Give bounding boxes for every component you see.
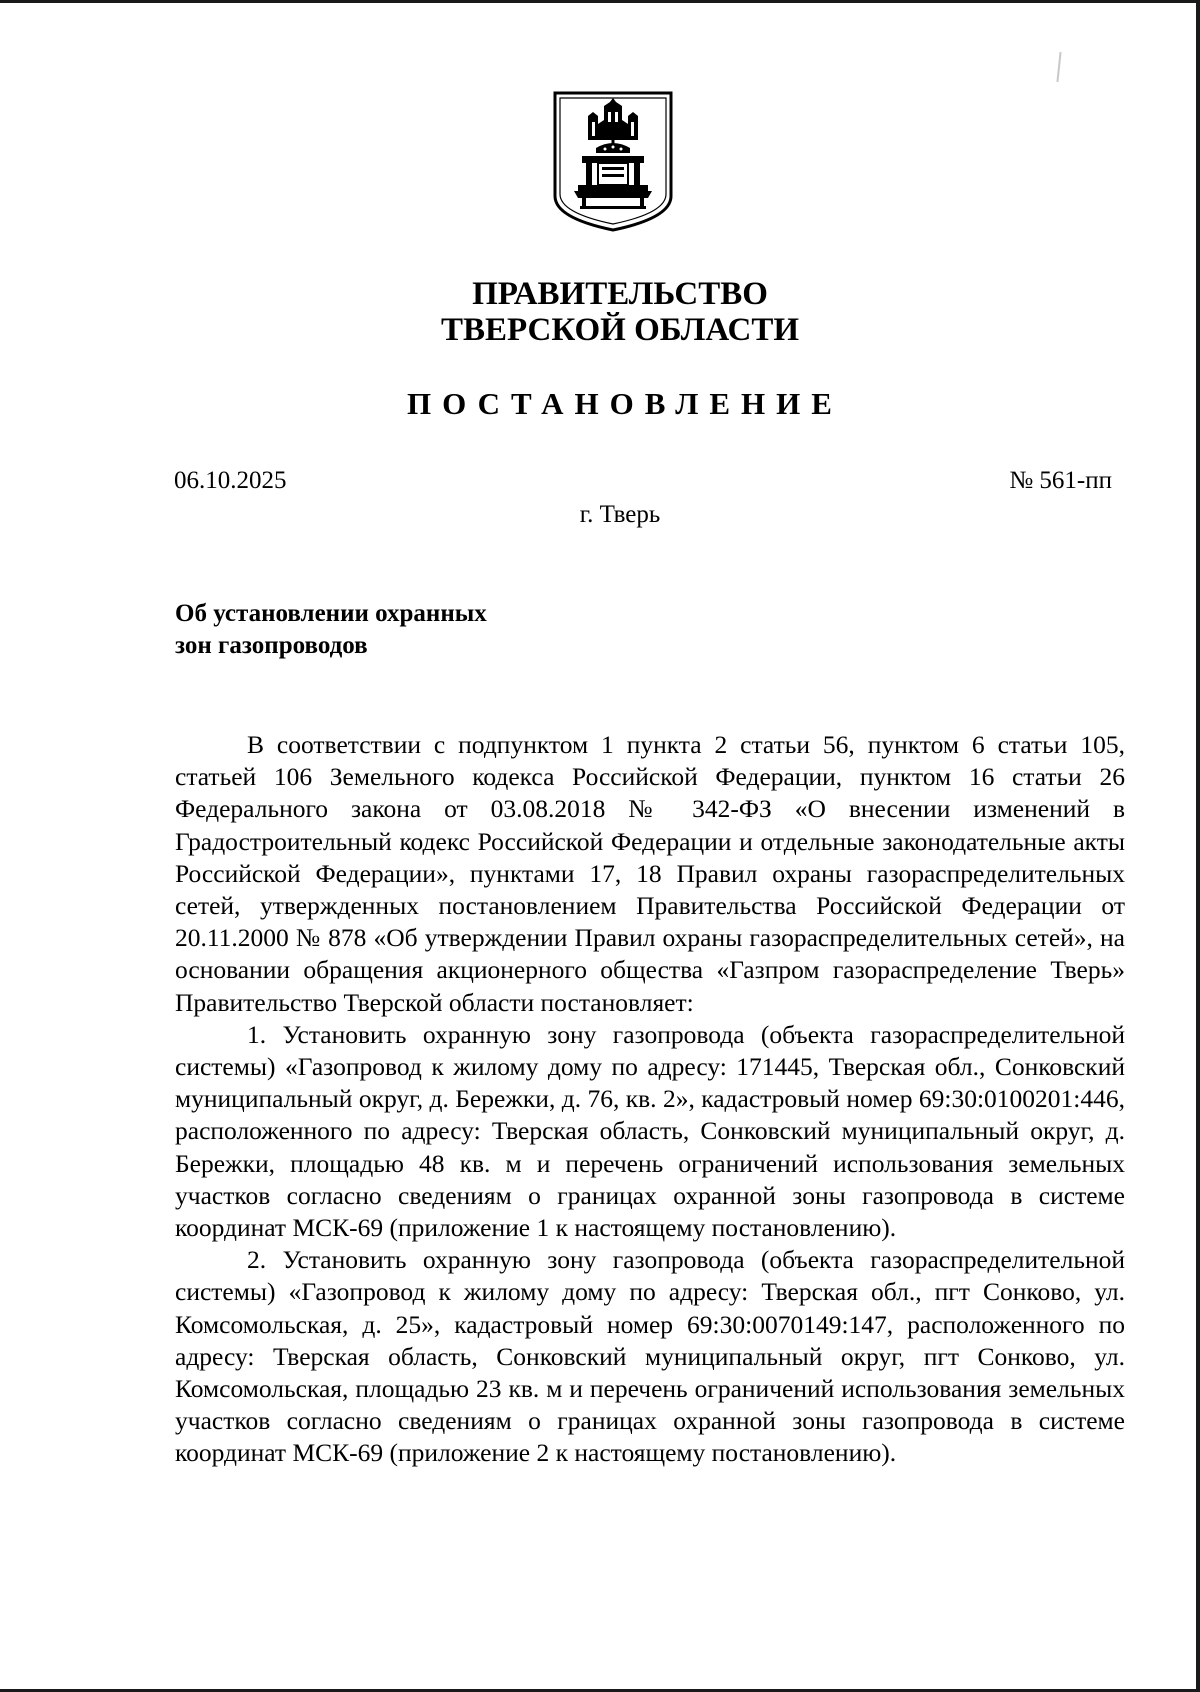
issuing-authority: [320, 276, 920, 348]
item-1-paragraph: 1. Установить охранную зону газопровода (объекта газораспределительной системы) «Газопровод к жилому дому по адресу: 171445, Тверская обл., Сонковский муниципальный округ, д. Бережки, д. 76, кв. 2», кадастровый номер 69:30:0100201:446, расположенного по адресу: Тверская область, Сонковский муниципальный округ, д. Бережки, площадью 48 кв. м и перечень ограничений использования земельных участков согласно сведениям о границах охранной зоны газопровода в системе координат МСК-69 (приложение 1 к настоящему постановлению).: [175, 1019, 1125, 1243]
authority-line-1: ПРАВИТЕЛЬСТВО: [472, 276, 768, 312]
coat-of-arms-icon: [552, 90, 674, 232]
document-number: № 561-пп: [1009, 467, 1112, 494]
scan-border-right: [1196, 0, 1200, 1692]
document-type-heading: ПОСТАНОВЛЕНИЕ: [407, 386, 843, 421]
item-2-paragraph: 2. Установить охранную зону газопровода (объекта газораспределительной системы) «Газопровод к жилому дому по адресу: Тверская обл., пгт Сонково, ул. Комсомольская, д. 25», кадастровый номер 69:30:0070149:147, расположенного по адресу: Тверская область, Сонковский муниципальный округ, пгт Сонково, ул. Комсомольская, площадью 23 кв. м и перечень ограничений использования земельных участков согласно сведениям о границах охранной зоны газопровода в системе координат МСК-69 (приложение 2 к настоящему постановлению).: [175, 1245, 1125, 1468]
scan-mark: [1056, 52, 1061, 82]
scan-border-top: [0, 0, 1200, 3]
document-subject: [175, 598, 735, 662]
document-place: г. Тверь: [579, 501, 661, 528]
document-date: 06.10.2025: [174, 467, 287, 494]
authority-line-2: ТВЕРСКОЙ ОБЛАСТИ: [440, 312, 800, 348]
subject-line-2: зон газопроводов: [175, 632, 368, 659]
subject-line-1: Об установлении охранных: [175, 600, 487, 627]
document-body: [175, 729, 1125, 1470]
preamble-paragraph: В соответствии с подпунктом 1 пункта 2 статьи 56, пунктом 6 статьи 105, статьей 106 Земельного кодекса Российской Федерации, пунктом 16 статьи 26 Федерального закона от 03.08.2018 № 342-ФЗ «О внесении изменений в Градостроительный кодекс Российской Федерации и отдельные законодательные акты Российской Федерации», пунктами 17, 18 Правил охраны газораспределительных сетей, утвержденных постановлением Правительства Российской Федерации от 20.11.2000 № 878 «Об утверждении Правил охраны газораспределительных сетей», на основании обращения акционерного общества «Газпром газораспределение Тверь» Правительство Тверской области постановляет:: [175, 730, 1125, 1017]
